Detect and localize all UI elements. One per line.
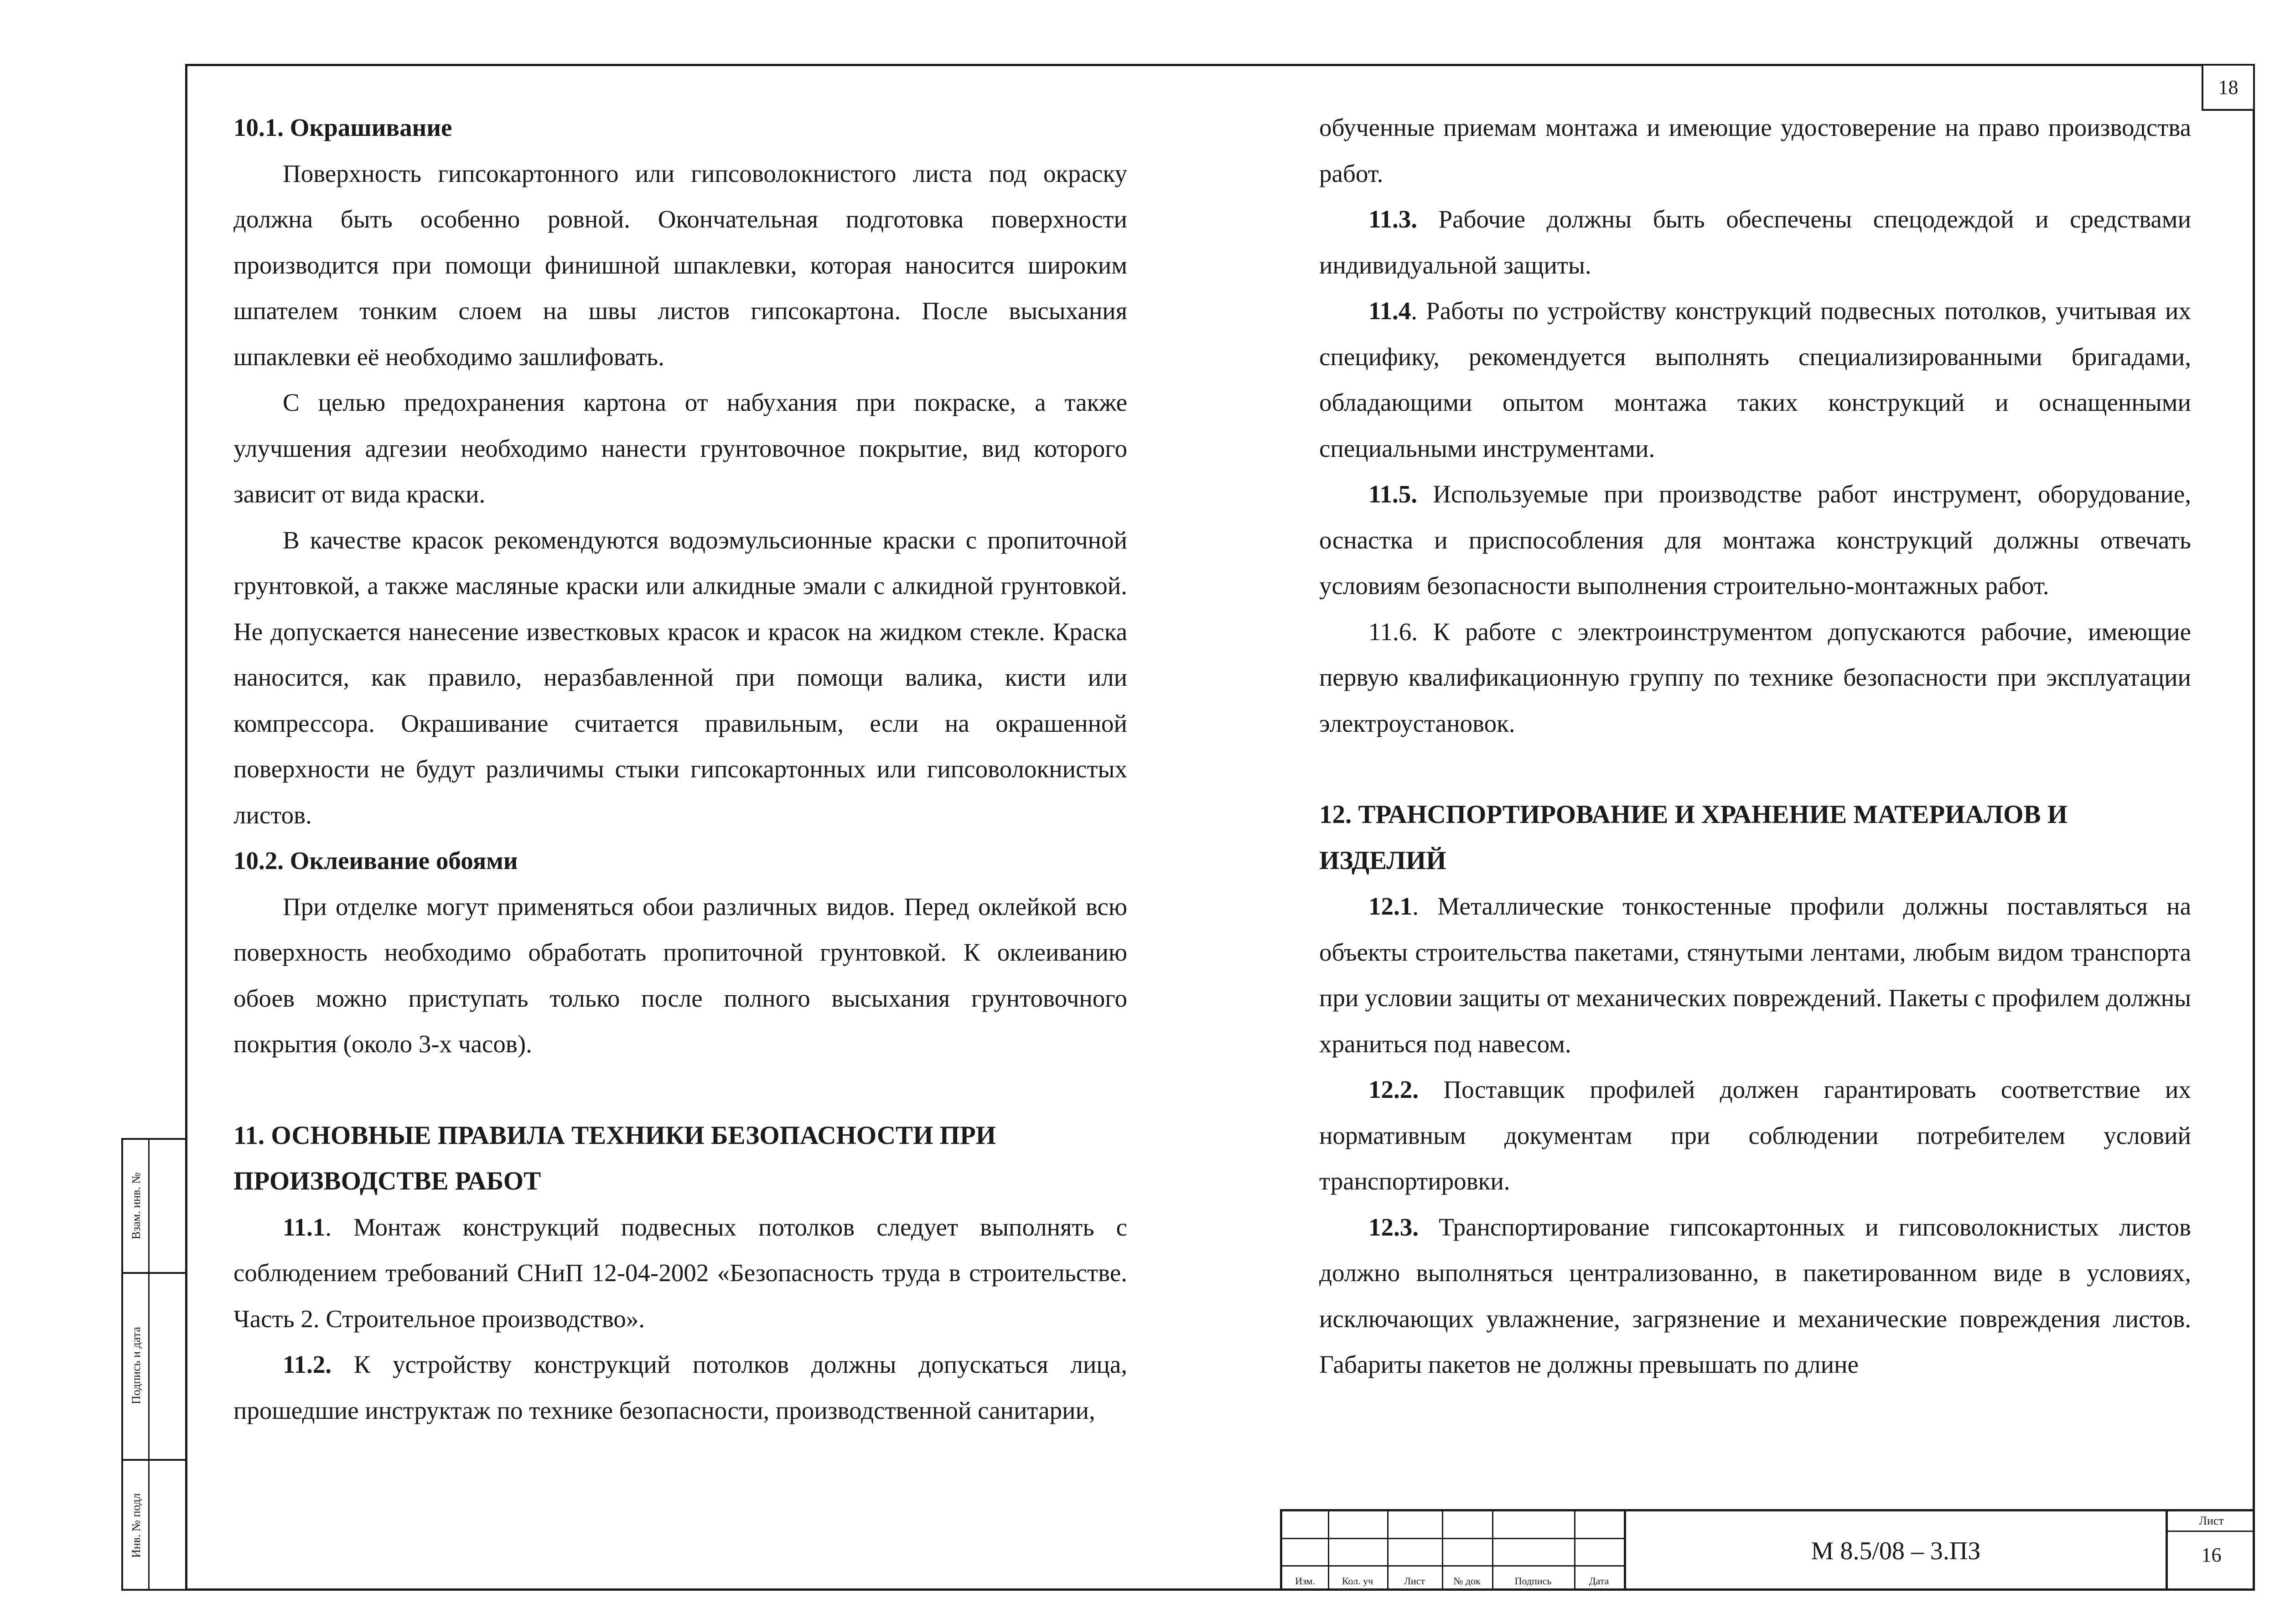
clause-number: 12.2. xyxy=(1368,1076,1419,1103)
caption-signature: Подпись xyxy=(1514,1575,1552,1587)
clause-text: К устройству конструкций потолков должны допускаться лица, прошедшие инструктаж по технике безопасности, производственной санитарии, xyxy=(233,1350,1127,1424)
page-corner-number: 18 xyxy=(2202,64,2255,111)
heading-11-line1: 11. ОСНОВНЫЕ ПРАВИЛА ТЕХНИКИ БЕЗОПАСНОСТИ ПРИ xyxy=(233,1121,996,1150)
sheet-number: 16 xyxy=(2201,1544,2222,1566)
right-column xyxy=(1319,105,2191,1388)
sheet-box xyxy=(2166,1511,2255,1591)
heading-11-line2: ПРОИЗВОДСТВЕ РАБОТ xyxy=(233,1167,541,1195)
clause-number: 12.3. xyxy=(1368,1213,1419,1241)
side-stamp xyxy=(121,1138,187,1591)
heading-12-line1: 12. ТРАНСПОРТИРОВАНИЕ И ХРАНЕНИЕ МАТЕРИАЛОВ И xyxy=(1319,800,2068,829)
paragraph: При отделке могут применяться обои различных видов. Перед оклейкой всю поверхность необходимо обработать пропиточной грунтовкой. К оклеиванию обоев можно приступать только после полного высыхания грунтовочного покрытия (около 3-х часов). xyxy=(233,892,1127,1058)
clause-text: Используемые при производстве работ инструмент, оборудование, оснастка и приспособления для монтажа конструкций должны отвечать условиям безопасности выполнения строительно-монтажных работ. xyxy=(1319,480,2191,600)
paragraph-12-3 xyxy=(1319,1205,2191,1388)
title-block xyxy=(1280,1509,2255,1591)
clause-text: . Металлические тонкостенные профили должны поставляться на объекты строительства пакетами, стянутыми лентами, любым видом транспорта при условии защиты от механических повреждений. Пакеты с профилем должны храниться под навесом. xyxy=(1319,892,2191,1058)
caption-doc-no: № док xyxy=(1453,1575,1481,1587)
clause-number: 11.5. xyxy=(1368,480,1417,508)
paragraph: В качестве красок рекомендуются водоэмульсионные краски с пропиточной грунтовкой, а также масляные краски или алкидные эмали с алкидной грунтовкой. Не допускается нанесение известковых красок и красок на жидком стекле. Краска наносится, как правило, неразбавленной при помощи валика, кисти или компрессора. Окрашивание считается правильным, если на окрашенной поверхности не будут различимы стыки гипсокартонных или гипсоволокнистых листов. xyxy=(233,526,1127,829)
caption-date: Дата xyxy=(1589,1575,1609,1587)
caption-qty: Кол. уч xyxy=(1342,1575,1373,1587)
caption-sheet: Лист xyxy=(1404,1575,1425,1587)
clause-text: Рабочие должны быть обеспечены спецодеждой и средствами индивидуальной защиты. xyxy=(1319,205,2191,279)
paragraph-11-1 xyxy=(233,1205,1127,1342)
clause-text: Поставщик профилей должен гарантировать соответствие их нормативным документам при соблюдении потребителем условий транспортировки. xyxy=(1319,1076,2191,1195)
sheet-label: Лист xyxy=(2168,1514,2255,1532)
clause-number: 11.3. xyxy=(1368,205,1417,233)
paragraph-11-5 xyxy=(1319,471,2191,609)
side-label-replacement-inv: Взам. инв. № xyxy=(130,1172,143,1240)
paragraph: С целью предохранения картона от набухания при покраске, а также улучшения адгезии необходимо нанести грунтовочное покрытие, вид которого зависит от вида краски. xyxy=(233,388,1127,508)
heading-10-1: 10.1. Окрашивание xyxy=(233,114,452,141)
clause-number: 11.2. xyxy=(283,1350,332,1378)
clause-text: . Монтаж конструкций подвесных потолков следует выполнять с соблюдением требований СНиП 12-04-2002 «Безопасность труда в строительстве. Часть 2. Строительное производство». xyxy=(233,1213,1127,1333)
title-block-grid xyxy=(1282,1511,1624,1591)
paragraph-12-1 xyxy=(1319,884,2191,1067)
paragraph-11-6: 11.6. К работе с электроинструментом допускаются рабочие, имеющие первую квалификационную группу по технике безопасности при эксплуатации электроустановок. xyxy=(1319,617,2191,737)
heading-10-2: 10.2. Оклеивание обоями xyxy=(233,847,518,874)
clause-text: Транспортирование гипсокартонных и гипсоволокнистых листов должно выполняться централизованно, в пакетированном виде в условиях, исключающих увлажнение, загрязнение и механические повреждения листов. Габариты пакетов не должны превышать по длине xyxy=(1319,1213,2191,1378)
paragraph-11-4 xyxy=(1319,288,2191,471)
clause-number: 11.4 xyxy=(1368,297,1411,325)
paragraph-12-2 xyxy=(1319,1067,2191,1205)
document-code: М 8.5/08 – 3.ПЗ xyxy=(1624,1511,2166,1591)
side-label-original-inv: Инв. № подл xyxy=(130,1493,143,1558)
paragraph: Поверхность гипсокартонного или гипсоволокнистого листа под окраску должна быть особенно ровной. Окончательная подготовка поверхности производится при помощи финишной шпаклевки, которая наносится широким шпателем тонким слоем на швы листов гипсокартона. После высыхания шпаклевки её необходимо зашлифовать. xyxy=(233,159,1127,371)
clause-number: 11.1 xyxy=(283,1213,326,1241)
side-label-signature-date: Подпись и дата xyxy=(130,1327,143,1404)
caption-change: Изм. xyxy=(1295,1575,1315,1587)
clause-text: . Работы по устройству конструкций подвесных потолков, учитывая их специфику, рекомендуется выполнять специализированными бригадами, обладающими опытом монтажа таких конструкций и оснащенными специальными инструментами. xyxy=(1319,297,2191,462)
paragraph-11-2 xyxy=(233,1342,1127,1433)
clause-number: 12.1 xyxy=(1368,892,1413,920)
left-column xyxy=(233,105,1127,1433)
paragraph-11-3 xyxy=(1319,197,2191,288)
heading-12-line2: ИЗДЕЛИЙ xyxy=(1319,846,1446,875)
paragraph-continued: обученные приемам монтажа и имеющие удостоверение на право производства работ. xyxy=(1319,114,2191,187)
